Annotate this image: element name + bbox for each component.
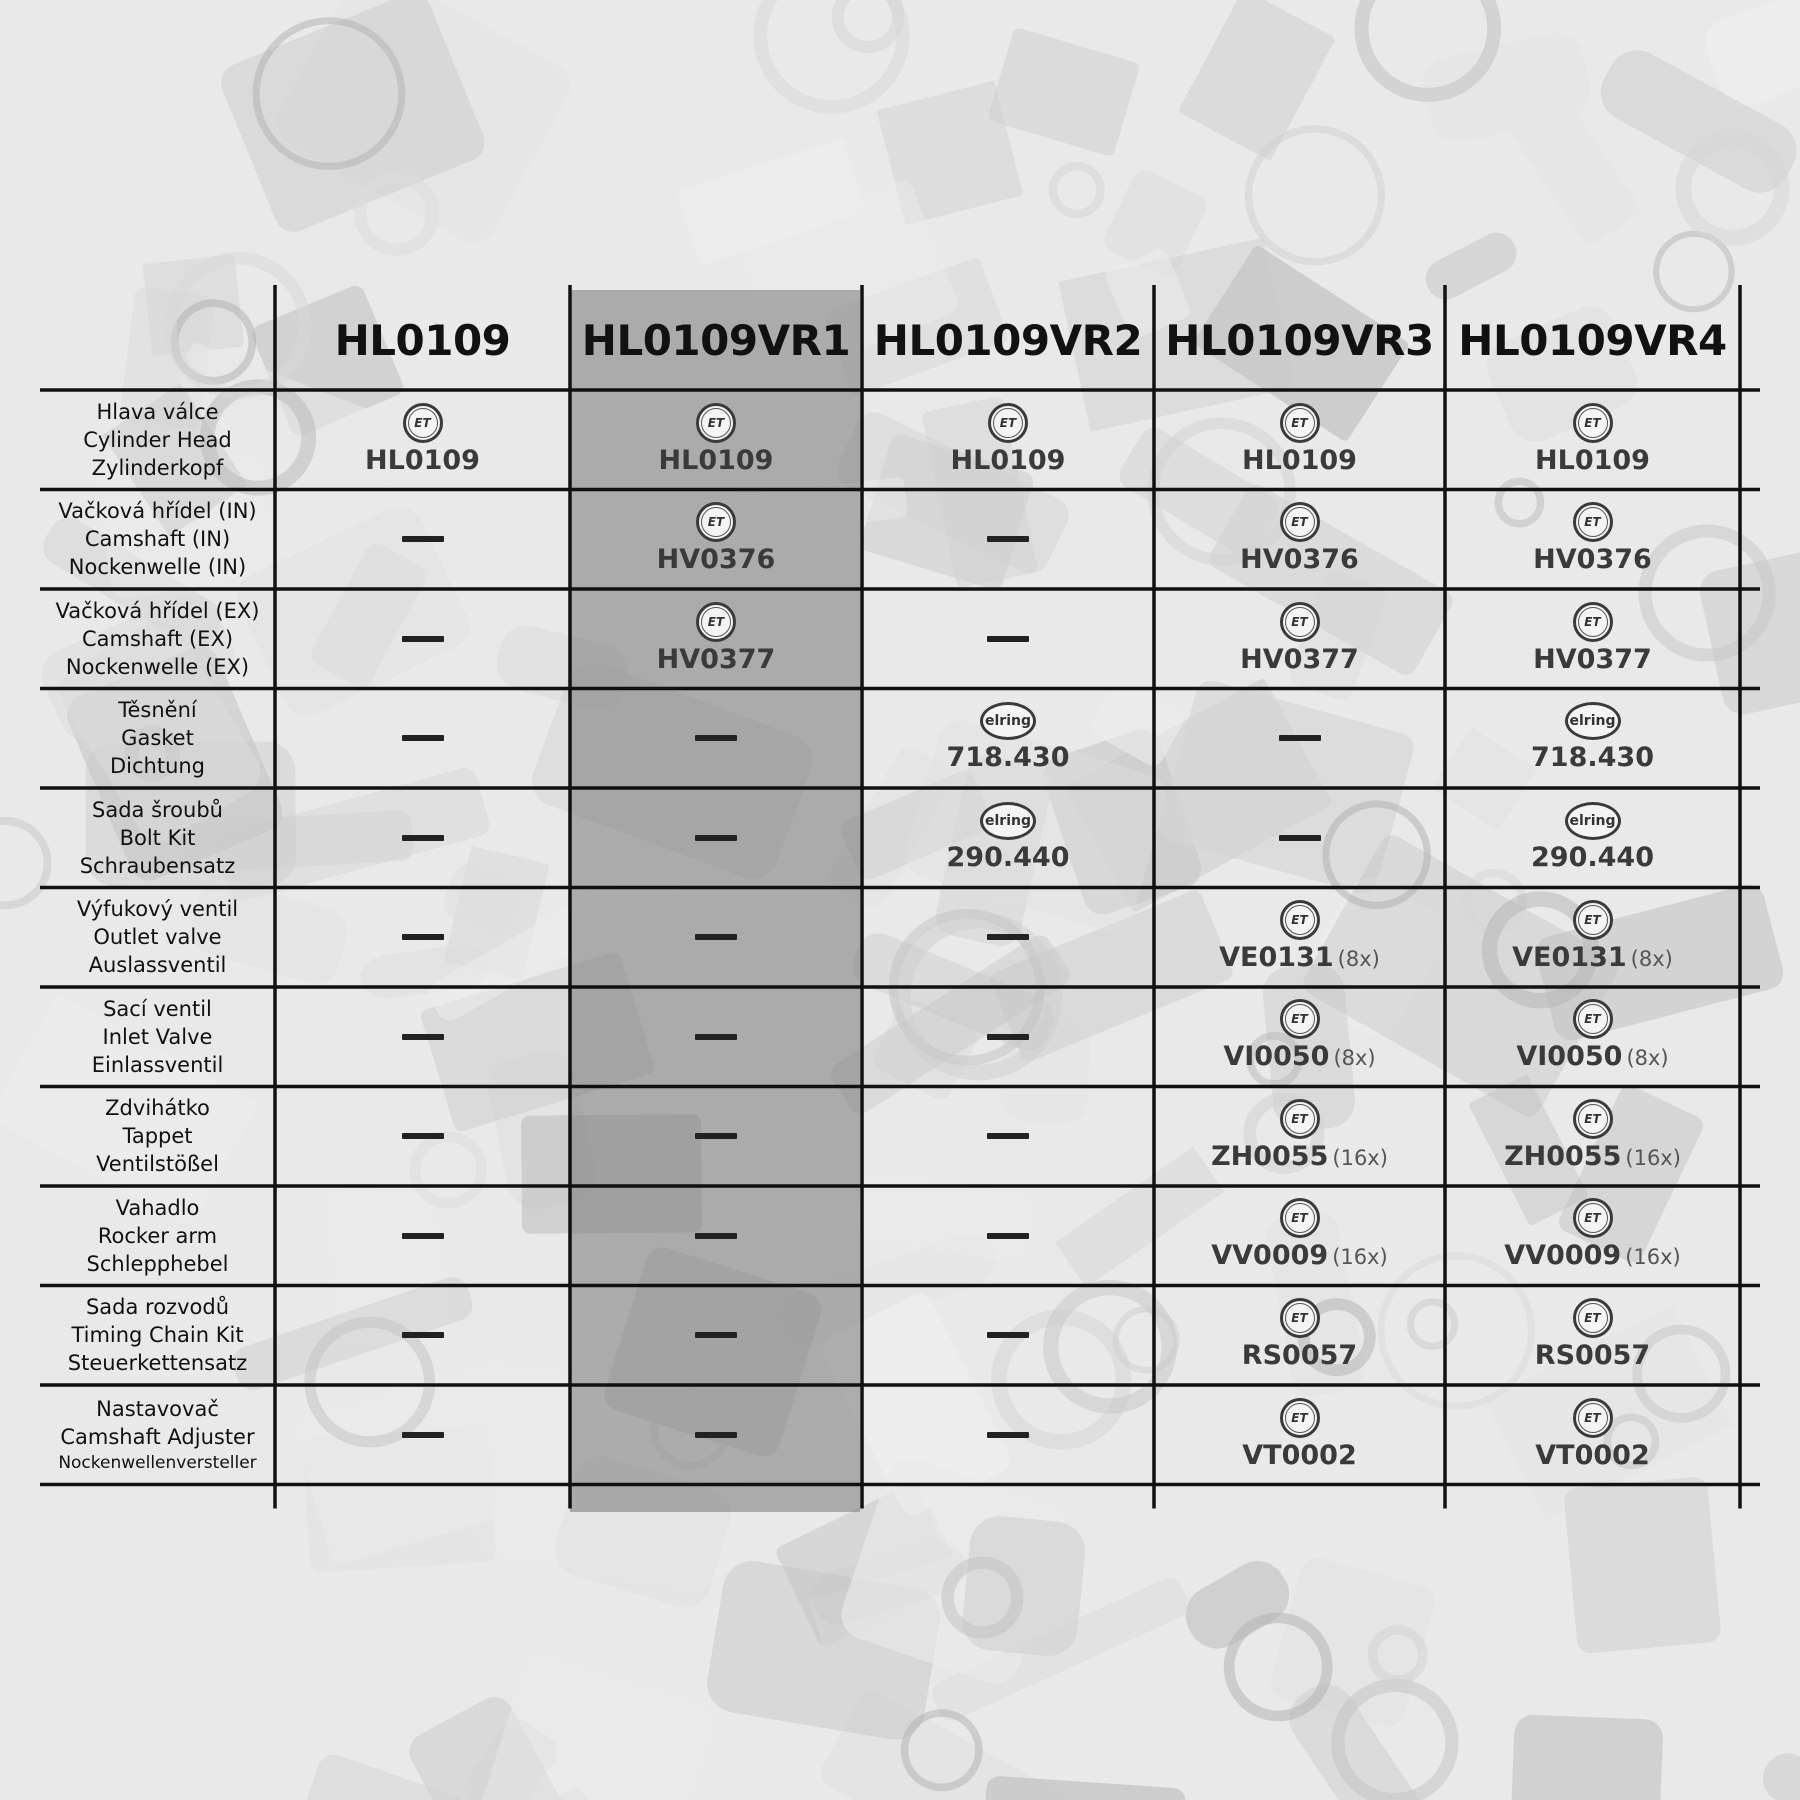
- dash-icon: [402, 735, 444, 741]
- table-cell: [1154, 1087, 1445, 1187]
- row-label-line: Zylinderkopf: [91, 455, 224, 480]
- part-quantity: (8x): [1337, 946, 1380, 971]
- table-cell: [1154, 987, 1445, 1087]
- row-label-line: Steuerkettensatz: [67, 1351, 248, 1376]
- et-logo-icon: ET: [1280, 900, 1320, 940]
- part-quantity: (16x): [1332, 1145, 1388, 1170]
- table-cell: [275, 1286, 570, 1386]
- part-number: [1504, 1141, 1681, 1174]
- table-cell: [570, 390, 862, 490]
- dash-icon: [987, 1133, 1029, 1139]
- et-logo-icon: ET: [1573, 900, 1613, 940]
- part-number: [657, 544, 776, 576]
- part-number: [947, 742, 1070, 774]
- part-number: [1535, 1440, 1649, 1472]
- row-label-line: Camshaft Adjuster: [60, 1424, 255, 1449]
- elring-logo-icon: elring: [1565, 802, 1621, 840]
- row-label-line: Těsnění: [118, 698, 197, 723]
- table-cell: [275, 689, 570, 789]
- part-number: [1531, 742, 1654, 774]
- dash-icon: [695, 1332, 737, 1338]
- table-cell: [1445, 589, 1740, 689]
- row-label-line: Schraubensatz: [79, 853, 236, 878]
- dash-icon: [402, 1034, 444, 1040]
- row-label: [40, 589, 275, 689]
- part-number-code: HV0376: [1533, 544, 1652, 576]
- row-label-line: Sací ventil: [103, 996, 212, 1021]
- et-logo-icon: ET: [1573, 1099, 1613, 1139]
- table-cell: [1154, 589, 1445, 689]
- et-logo-icon: ET: [1280, 999, 1320, 1039]
- part-number: [1535, 445, 1650, 477]
- table-cell: [1445, 888, 1740, 988]
- part-number: [1533, 544, 1652, 576]
- et-logo-icon: ET: [1280, 403, 1320, 443]
- part-number-code: 290.440: [946, 841, 1070, 873]
- dash-icon: [1279, 835, 1321, 841]
- dash-icon: [987, 636, 1029, 642]
- et-logo-icon: ET: [696, 502, 736, 542]
- table-cell: [1154, 689, 1445, 789]
- dash-icon: [402, 636, 444, 642]
- row-label: [40, 490, 275, 590]
- et-logo-icon: ET: [1573, 502, 1613, 542]
- part-number-code: VV0009: [1504, 1240, 1622, 1272]
- elring-logo-icon: elring: [1565, 702, 1621, 740]
- part-number: [657, 644, 776, 676]
- table-cell: [1154, 490, 1445, 590]
- part-quantity: (16x): [1332, 1245, 1388, 1270]
- et-logo-icon: ET: [696, 403, 736, 443]
- part-number-code: HV0376: [1240, 544, 1359, 576]
- row-label-line: Bolt Kit: [119, 825, 196, 850]
- part-quantity: (16x): [1625, 1145, 1681, 1170]
- part-number-code: ZH0055: [1211, 1140, 1329, 1172]
- table-cell: [275, 589, 570, 689]
- elring-logo-icon: elring: [980, 802, 1036, 840]
- part-number: [1516, 1041, 1668, 1074]
- row-label: [40, 1186, 275, 1286]
- part-number-code: VT0002: [1535, 1439, 1650, 1471]
- part-number: [365, 445, 480, 477]
- table-cell: [1154, 1286, 1445, 1386]
- part-quantity: (8x): [1333, 1046, 1376, 1071]
- table-cell: [275, 390, 570, 490]
- dash-icon: [695, 1432, 737, 1438]
- et-logo-icon: ET: [1573, 602, 1613, 642]
- column-header: HL0109VR2: [873, 315, 1143, 365]
- dash-icon: [987, 1034, 1029, 1040]
- dash-icon: [402, 536, 444, 542]
- table-cell: [275, 987, 570, 1087]
- dash-icon: [1279, 735, 1321, 741]
- table-cell: [862, 689, 1154, 789]
- dash-icon: [695, 1133, 737, 1139]
- part-number: [1535, 1340, 1650, 1372]
- table-cell: [1445, 1385, 1740, 1485]
- part-number-code: HV0377: [1240, 643, 1359, 675]
- part-number: [1512, 942, 1673, 975]
- table-cell: [1445, 1087, 1740, 1187]
- part-number: [1240, 644, 1359, 676]
- table-cell: [862, 390, 1154, 490]
- part-number-code: ZH0055: [1504, 1140, 1622, 1172]
- part-number-code: HL0109: [365, 444, 480, 476]
- row-label: [40, 1087, 275, 1187]
- dash-icon: [402, 1332, 444, 1338]
- part-number: [1533, 644, 1652, 676]
- row-label-line: Camshaft (EX): [81, 626, 234, 651]
- row-label-line: Rocker arm: [97, 1223, 218, 1248]
- dash-icon: [402, 1233, 444, 1239]
- table-cell: [570, 987, 862, 1087]
- row-label-line: Outlet valve: [93, 925, 222, 950]
- row-label-line: Cylinder Head: [83, 427, 232, 452]
- part-number: [1242, 1440, 1356, 1472]
- dash-icon: [402, 934, 444, 940]
- row-label-line: Zdvihátko: [105, 1096, 210, 1121]
- row-label-line: Nockenwelle (IN): [68, 555, 247, 580]
- et-logo-icon: ET: [696, 602, 736, 642]
- table-cell: [275, 888, 570, 988]
- part-quantity: (8x): [1630, 946, 1673, 971]
- table-cell: [1445, 490, 1740, 590]
- dash-icon: [402, 1133, 444, 1139]
- et-logo-icon: ET: [1573, 403, 1613, 443]
- table-cell: [1154, 390, 1445, 490]
- et-logo-icon: ET: [1280, 1198, 1320, 1238]
- table-cell: [570, 1186, 862, 1286]
- part-number-code: HL0109: [1242, 444, 1357, 476]
- part-number-code: HL0109: [658, 444, 774, 476]
- table-cell: [1445, 788, 1740, 888]
- part-number-code: HV0376: [656, 544, 776, 576]
- table-cell: [275, 1087, 570, 1187]
- row-label-line: Tappet: [122, 1124, 193, 1149]
- table-cell: [862, 788, 1154, 888]
- part-number: [659, 445, 774, 477]
- part-quantity: (8x): [1626, 1046, 1669, 1071]
- row-label-line: Vahadlo: [115, 1195, 200, 1220]
- row-label-line: Ventilstößel: [96, 1152, 219, 1177]
- row-label-line: Nockenwellenversteller: [58, 1452, 257, 1473]
- part-number: [1242, 445, 1357, 477]
- row-label: [40, 1286, 275, 1386]
- column-header: HL0109: [334, 315, 511, 365]
- row-label-line: Nockenwelle (EX): [65, 654, 250, 679]
- et-logo-icon: ET: [1573, 999, 1613, 1039]
- part-number-code: VV0009: [1211, 1240, 1329, 1272]
- table-cell: [570, 589, 862, 689]
- table-cell: [570, 1385, 862, 1485]
- part-number-code: VI0050: [1223, 1041, 1330, 1073]
- part-number-code: HV0377: [656, 643, 776, 675]
- table-cell: [275, 490, 570, 590]
- row-label-line: Sada šroubů: [92, 797, 223, 822]
- row-label-line: Gasket: [121, 726, 194, 751]
- row-label-line: Auslassventil: [88, 953, 227, 978]
- part-number-code: VT0002: [1242, 1439, 1357, 1471]
- dash-icon: [695, 1233, 737, 1239]
- et-logo-icon: ET: [1280, 1099, 1320, 1139]
- table-cell: [570, 689, 862, 789]
- table-cell: [275, 788, 570, 888]
- dash-icon: [987, 1432, 1029, 1438]
- table-cell: [1445, 1186, 1740, 1286]
- row-label: [40, 987, 275, 1087]
- dash-icon: [695, 934, 737, 940]
- elring-logo-icon: elring: [980, 702, 1036, 740]
- table-cell: [862, 490, 1154, 590]
- et-logo-icon: ET: [1573, 1298, 1613, 1338]
- row-label-line: Výfukový ventil: [76, 897, 239, 922]
- table-cell: [570, 1087, 862, 1187]
- row-label-line: Sada rozvodů: [85, 1295, 230, 1320]
- dash-icon: [695, 1034, 737, 1040]
- et-logo-icon: ET: [1280, 502, 1320, 542]
- part-number-code: 290.440: [1531, 841, 1654, 873]
- column-header: HL0109VR4: [1458, 315, 1727, 365]
- table-cell: [862, 1385, 1154, 1485]
- table-cell: [862, 1087, 1154, 1187]
- part-number: [1504, 1240, 1681, 1273]
- part-quantity: (16x): [1625, 1245, 1681, 1270]
- part-number-code: RS0057: [1534, 1340, 1651, 1372]
- table-cell: [1154, 1186, 1445, 1286]
- part-number-code: 718.430: [1531, 742, 1654, 774]
- table-cell: [570, 888, 862, 988]
- part-number-code: HL0109: [950, 444, 1066, 476]
- part-number: [1219, 942, 1380, 975]
- row-label-line: Schlepphebel: [86, 1251, 229, 1276]
- et-logo-icon: ET: [1280, 1398, 1320, 1438]
- table-cell: [862, 1186, 1154, 1286]
- dash-icon: [987, 1233, 1029, 1239]
- part-number: [1211, 1240, 1388, 1273]
- table-cell: [1154, 788, 1445, 888]
- row-label-line: Einlassventil: [91, 1052, 224, 1077]
- row-label-line: Inlet Valve: [102, 1024, 213, 1049]
- column-header: HL0109VR3: [1165, 315, 1434, 365]
- part-number: [1240, 544, 1359, 576]
- table-cell: [862, 987, 1154, 1087]
- dash-icon: [695, 835, 737, 841]
- part-number-code: VI0050: [1516, 1041, 1623, 1073]
- table-cell: [1445, 689, 1740, 789]
- table-cell: [275, 1186, 570, 1286]
- row-label: [40, 788, 275, 888]
- dash-icon: [695, 735, 737, 741]
- row-label-line: Hlava válce: [96, 399, 219, 424]
- row-label: [40, 390, 275, 490]
- table-cell: [862, 1286, 1154, 1386]
- et-logo-icon: ET: [1573, 1398, 1613, 1438]
- table-cell: [862, 888, 1154, 988]
- part-number: [951, 445, 1066, 477]
- part-number: [1223, 1041, 1375, 1074]
- part-number: [947, 842, 1070, 874]
- part-number-code: VE0131: [1512, 941, 1627, 973]
- table-cell: [570, 1286, 862, 1386]
- table-cell: [1445, 1286, 1740, 1386]
- row-label: [40, 689, 275, 789]
- dash-icon: [402, 1432, 444, 1438]
- et-logo-icon: ET: [1573, 1198, 1613, 1238]
- row-label: [40, 888, 275, 988]
- column-header: HL0109VR1: [581, 315, 851, 365]
- table-cell: [570, 788, 862, 888]
- table-cell: [862, 589, 1154, 689]
- row-label-line: Dichtung: [109, 754, 206, 779]
- part-number-code: 718.430: [946, 742, 1070, 774]
- table-cell: [1154, 888, 1445, 988]
- row-label-line: Vačková hřídel (EX): [55, 598, 260, 623]
- table-cell: [1445, 987, 1740, 1087]
- et-logo-icon: ET: [1280, 602, 1320, 642]
- dash-icon: [987, 536, 1029, 542]
- et-logo-icon: ET: [1280, 1298, 1320, 1338]
- et-logo-icon: ET: [988, 403, 1028, 443]
- row-label-line: Camshaft (IN): [84, 527, 231, 552]
- part-number-code: VE0131: [1219, 941, 1334, 973]
- part-number-code: HV0377: [1533, 643, 1652, 675]
- table-cell: [275, 1385, 570, 1485]
- row-label-line: Timing Chain Kit: [71, 1323, 244, 1348]
- dash-icon: [987, 1332, 1029, 1338]
- part-number-code: HL0109: [1535, 444, 1650, 476]
- part-number: [1531, 842, 1654, 874]
- table-cell: [1154, 1385, 1445, 1485]
- row-label: [40, 1385, 275, 1485]
- row-label-line: Vačková hřídel (IN): [58, 499, 257, 524]
- part-number-code: RS0057: [1241, 1340, 1358, 1372]
- table-cell: [570, 490, 862, 590]
- row-label-line: Nastavovač: [96, 1396, 219, 1421]
- table-cell: [1445, 390, 1740, 490]
- dash-icon: [402, 835, 444, 841]
- part-number: [1242, 1340, 1357, 1372]
- dash-icon: [987, 934, 1029, 940]
- et-logo-icon: ET: [403, 403, 443, 443]
- part-number: [1211, 1141, 1388, 1174]
